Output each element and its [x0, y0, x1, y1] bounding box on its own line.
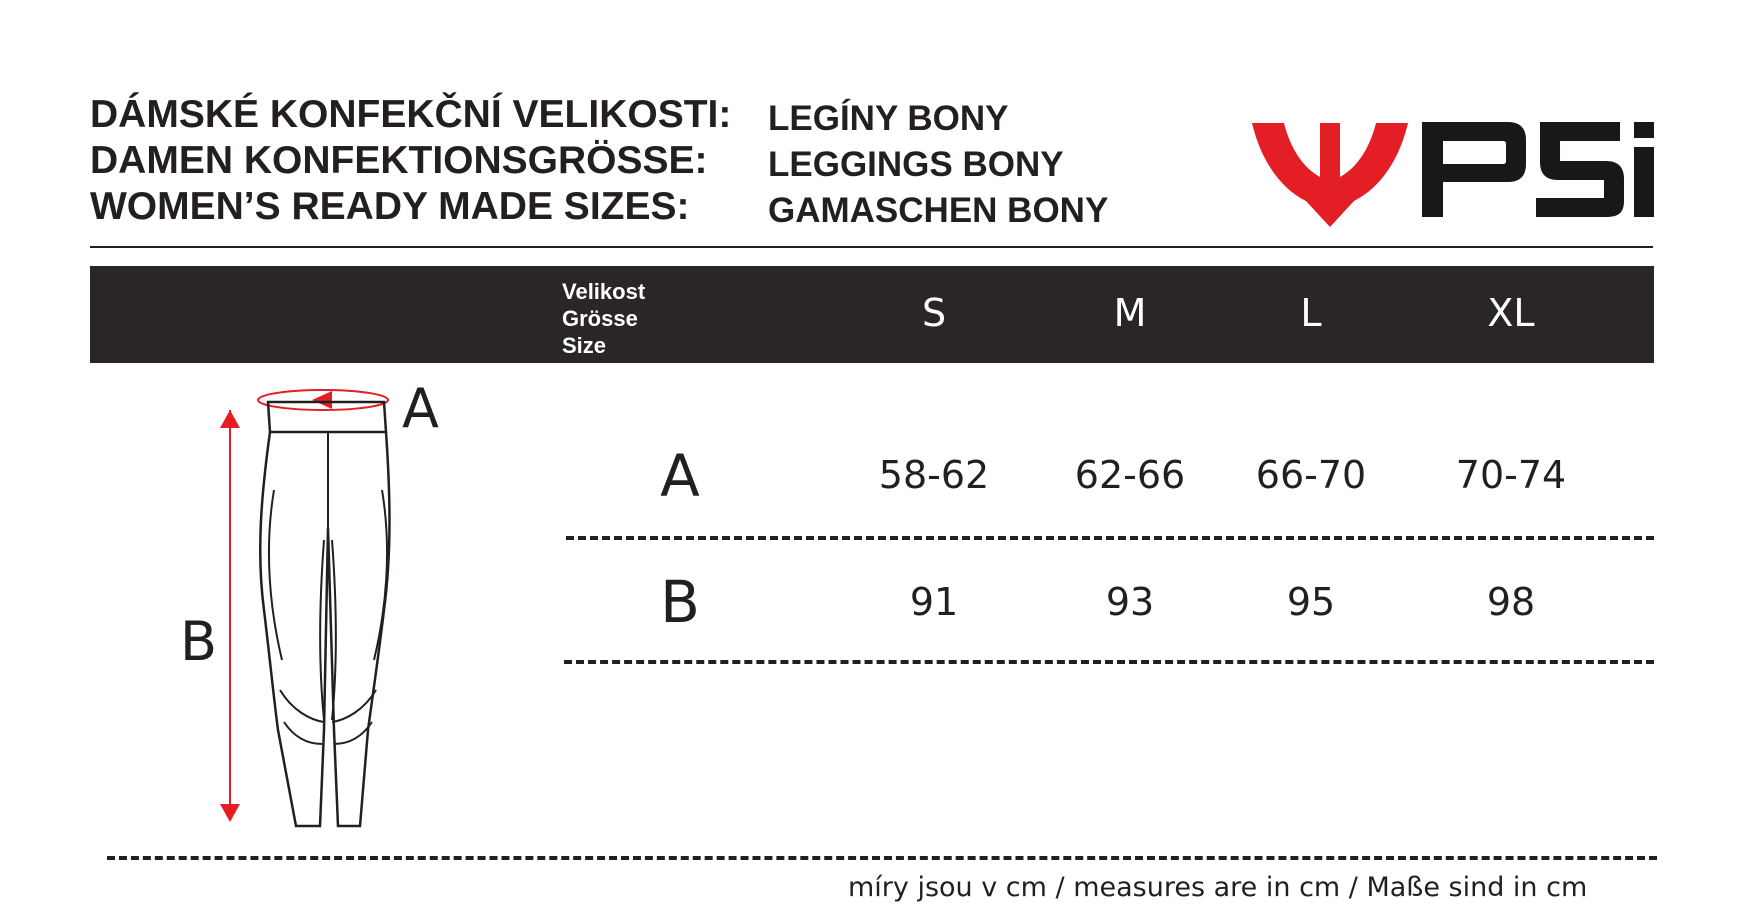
leggings-icon: [200, 380, 410, 830]
cell-a-xl: 70-74: [1455, 453, 1567, 497]
row-divider: [566, 536, 1654, 540]
title-cz: DÁMSKÉ KONFEKČNÍ VELIKOSTI:: [90, 93, 732, 136]
chart-titles: [90, 92, 731, 230]
row-divider: [564, 660, 1654, 664]
leggings-figure: [200, 380, 410, 830]
row-label-a: A: [660, 442, 700, 510]
psi-logo: [1250, 117, 1655, 230]
cell-a-l: 66-70: [1255, 453, 1367, 497]
size-label-de: Grösse: [562, 306, 638, 331]
cell-b-m: 93: [1105, 580, 1155, 624]
size-header-s: S: [921, 291, 947, 335]
size-header-xl: XL: [1487, 291, 1535, 335]
size-header-m: M: [1113, 291, 1147, 335]
title-de: DAMEN KONFEKTIONSGRÖSSE:: [90, 139, 708, 182]
cell-b-s: 91: [909, 580, 959, 624]
size-label-en: Size: [562, 333, 607, 358]
figure-label-a: A: [402, 377, 439, 440]
cell-b-l: 95: [1286, 580, 1336, 624]
product-en: GAMASCHEN BONY: [768, 191, 1109, 230]
figure-label-b: B: [180, 610, 218, 673]
header-divider: [90, 246, 1653, 248]
title-en: WOMEN’S READY MADE SIZES:: [90, 185, 690, 228]
product-names: [768, 96, 1108, 234]
product-de: LEGGINGS BONY: [768, 145, 1064, 184]
size-label-cz: Velikost: [562, 279, 646, 304]
bottom-divider: [107, 856, 1657, 860]
product-cz: LEGÍNY BONY: [768, 99, 1009, 138]
trident-wings-icon: [1250, 117, 1655, 230]
units-footnote: míry jsou v cm / measures are in cm / Maße sind in cm: [848, 872, 1588, 903]
size-header-l: L: [1300, 291, 1322, 335]
row-label-b: B: [660, 568, 700, 636]
cell-a-m: 62-66: [1074, 453, 1186, 497]
cell-b-xl: 98: [1486, 580, 1536, 624]
cell-a-s: 58-62: [878, 453, 990, 497]
size-label: [562, 278, 645, 359]
